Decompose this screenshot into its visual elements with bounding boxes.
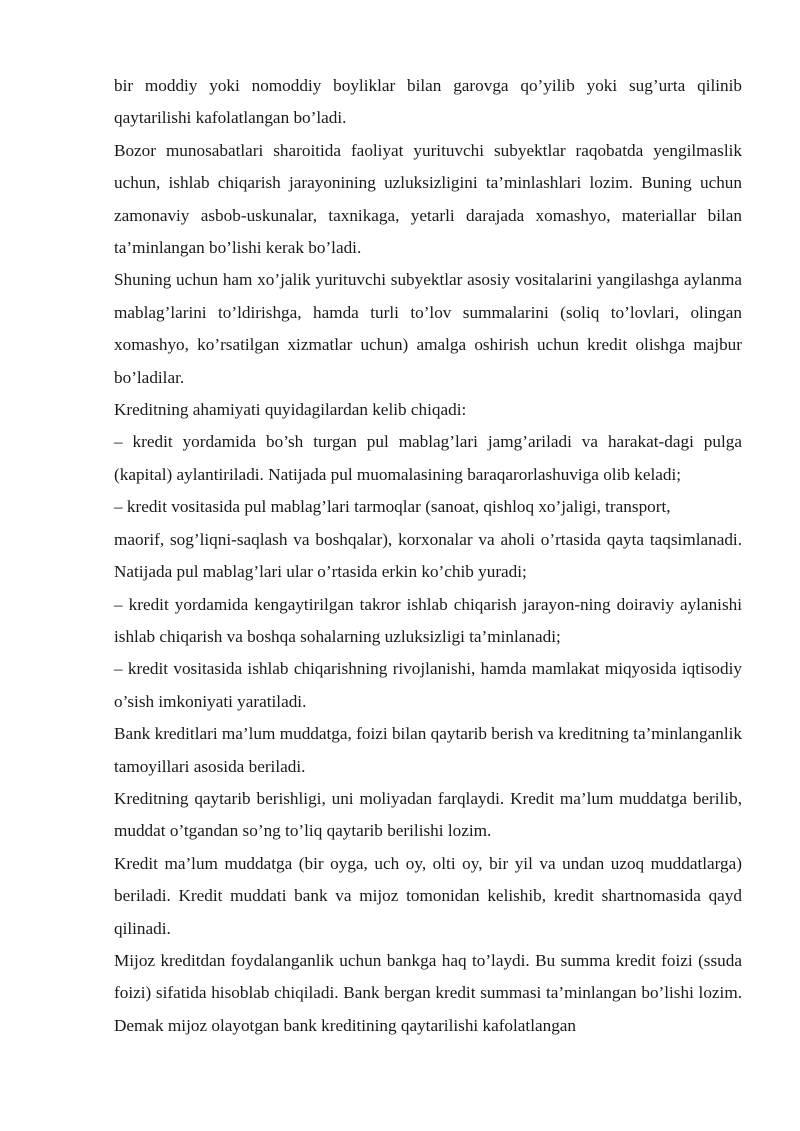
list-item-growth: – kredit vositasida ishlab chiqarishning rivojlanishi, hamda mamlakat miqyosida iqtisodiy o’sish imkoniyati yaratiladi. (114, 659, 742, 711)
list-item-accumulation: – kredit yordamida bo’sh turgan pul mablag’lari jamg’ariladi va harakat-dagi pulga (kapital) aylantiriladi. Natijada pul muomalasining baraqarorlashuviga olib keladi; (114, 432, 742, 484)
paragraph-credit-necessity: Shuning uchun ham xo’jalik yurituvchi subyektlar asosiy vositalarini yangilashga aylanma mablag’larini to’ldirishga, hamda turli to’lov summalarini (soliq to’lovlari, olingan xomashyo, ko’rsatilgan xizmatlar uchun) amalga oshirish uchun kredit olishga majbur bo’ladilar. (114, 270, 742, 387)
paragraph-guarantee: bir moddiy yoki nomoddiy boyliklar bilan garovga qo’yilib yoki sug’urta qilinib qaytarilishi kafolatlangan bo’ladi. (114, 76, 742, 128)
paragraph-credit-term: Kredit ma’lum muddatga (bir oyga, uch oy, olti oy, bir yil va undan uzoq muddatlarga) beriladi. Kredit muddati bank va mijoz tomonidan kelishib, kredit shartnomasida qayd qilinadi. (114, 853, 742, 938)
paragraph-bank-credit-principles: Bank kreditlari ma’lum muddatga, foizi bilan qaytarib berish va kreditning ta’minlanganlik tamoyillari asosida beriladi. (114, 724, 742, 776)
paragraph-repayment: Kreditning qaytarib berishligi, uni moliyadan farqlaydi. Kredit ma’lum muddatga berilib, muddat o’tgandan so’ng to’liq qaytarib berilishi lozim. (114, 788, 742, 841)
paragraph-credit-interest: Mijoz kreditdan foydalanganlik uchun bankga haq to’laydi. Bu summa kredit foizi (ssuda foizi) sifatida hisoblab chiqiladi. Bank bergan kredit summasi ta’minlangan bo’lishi lozim. Demak mijoz olayotgan bank kreditining qaytarilishi kafolatlangan (114, 950, 742, 1035)
list-item-reproduction: – kredit yordamida kengaytirilgan takror ishlab chiqarish jarayon-ning doiraviy aylanishi ishlab chiqarish va boshqa sohalarning uzluksizligi ta’minlanadi; (114, 594, 742, 646)
document-page (114, 70, 742, 1042)
paragraph-credit-importance-intro: Kreditning ahamiyati quyidagilardan kelib chiqadi: (114, 400, 467, 420)
paragraph-market-relations: Bozor munosabatlari sharoitida faoliyat yurituvchi subyektlar raqobatda yengilmaslik uchun, ishlab chiqarish jarayonining uzluksizligini ta’minlashlari lozim. Buning uchun zamonaviy asbob-uskunalar, taxnikaga, yetarli darajada xomashyo, materiallar bilan ta’minlangan bo’lishi kerak bo’ladi. (114, 140, 742, 258)
paragraph-redistribution-continued: maorif, sog’liqni-saqlash va boshqalar), korxonalar va aholi o’rtasida qayta taqsimlanadi. Natijada pul mablag’lari ular o’rtasida erkin ko’chib yuradi; (114, 529, 742, 582)
list-item-redistribution: – kredit vositasida pul mablag’lari tarmoqlar (sanoat, qishloq xo’jaligi, transport, (114, 497, 671, 517)
